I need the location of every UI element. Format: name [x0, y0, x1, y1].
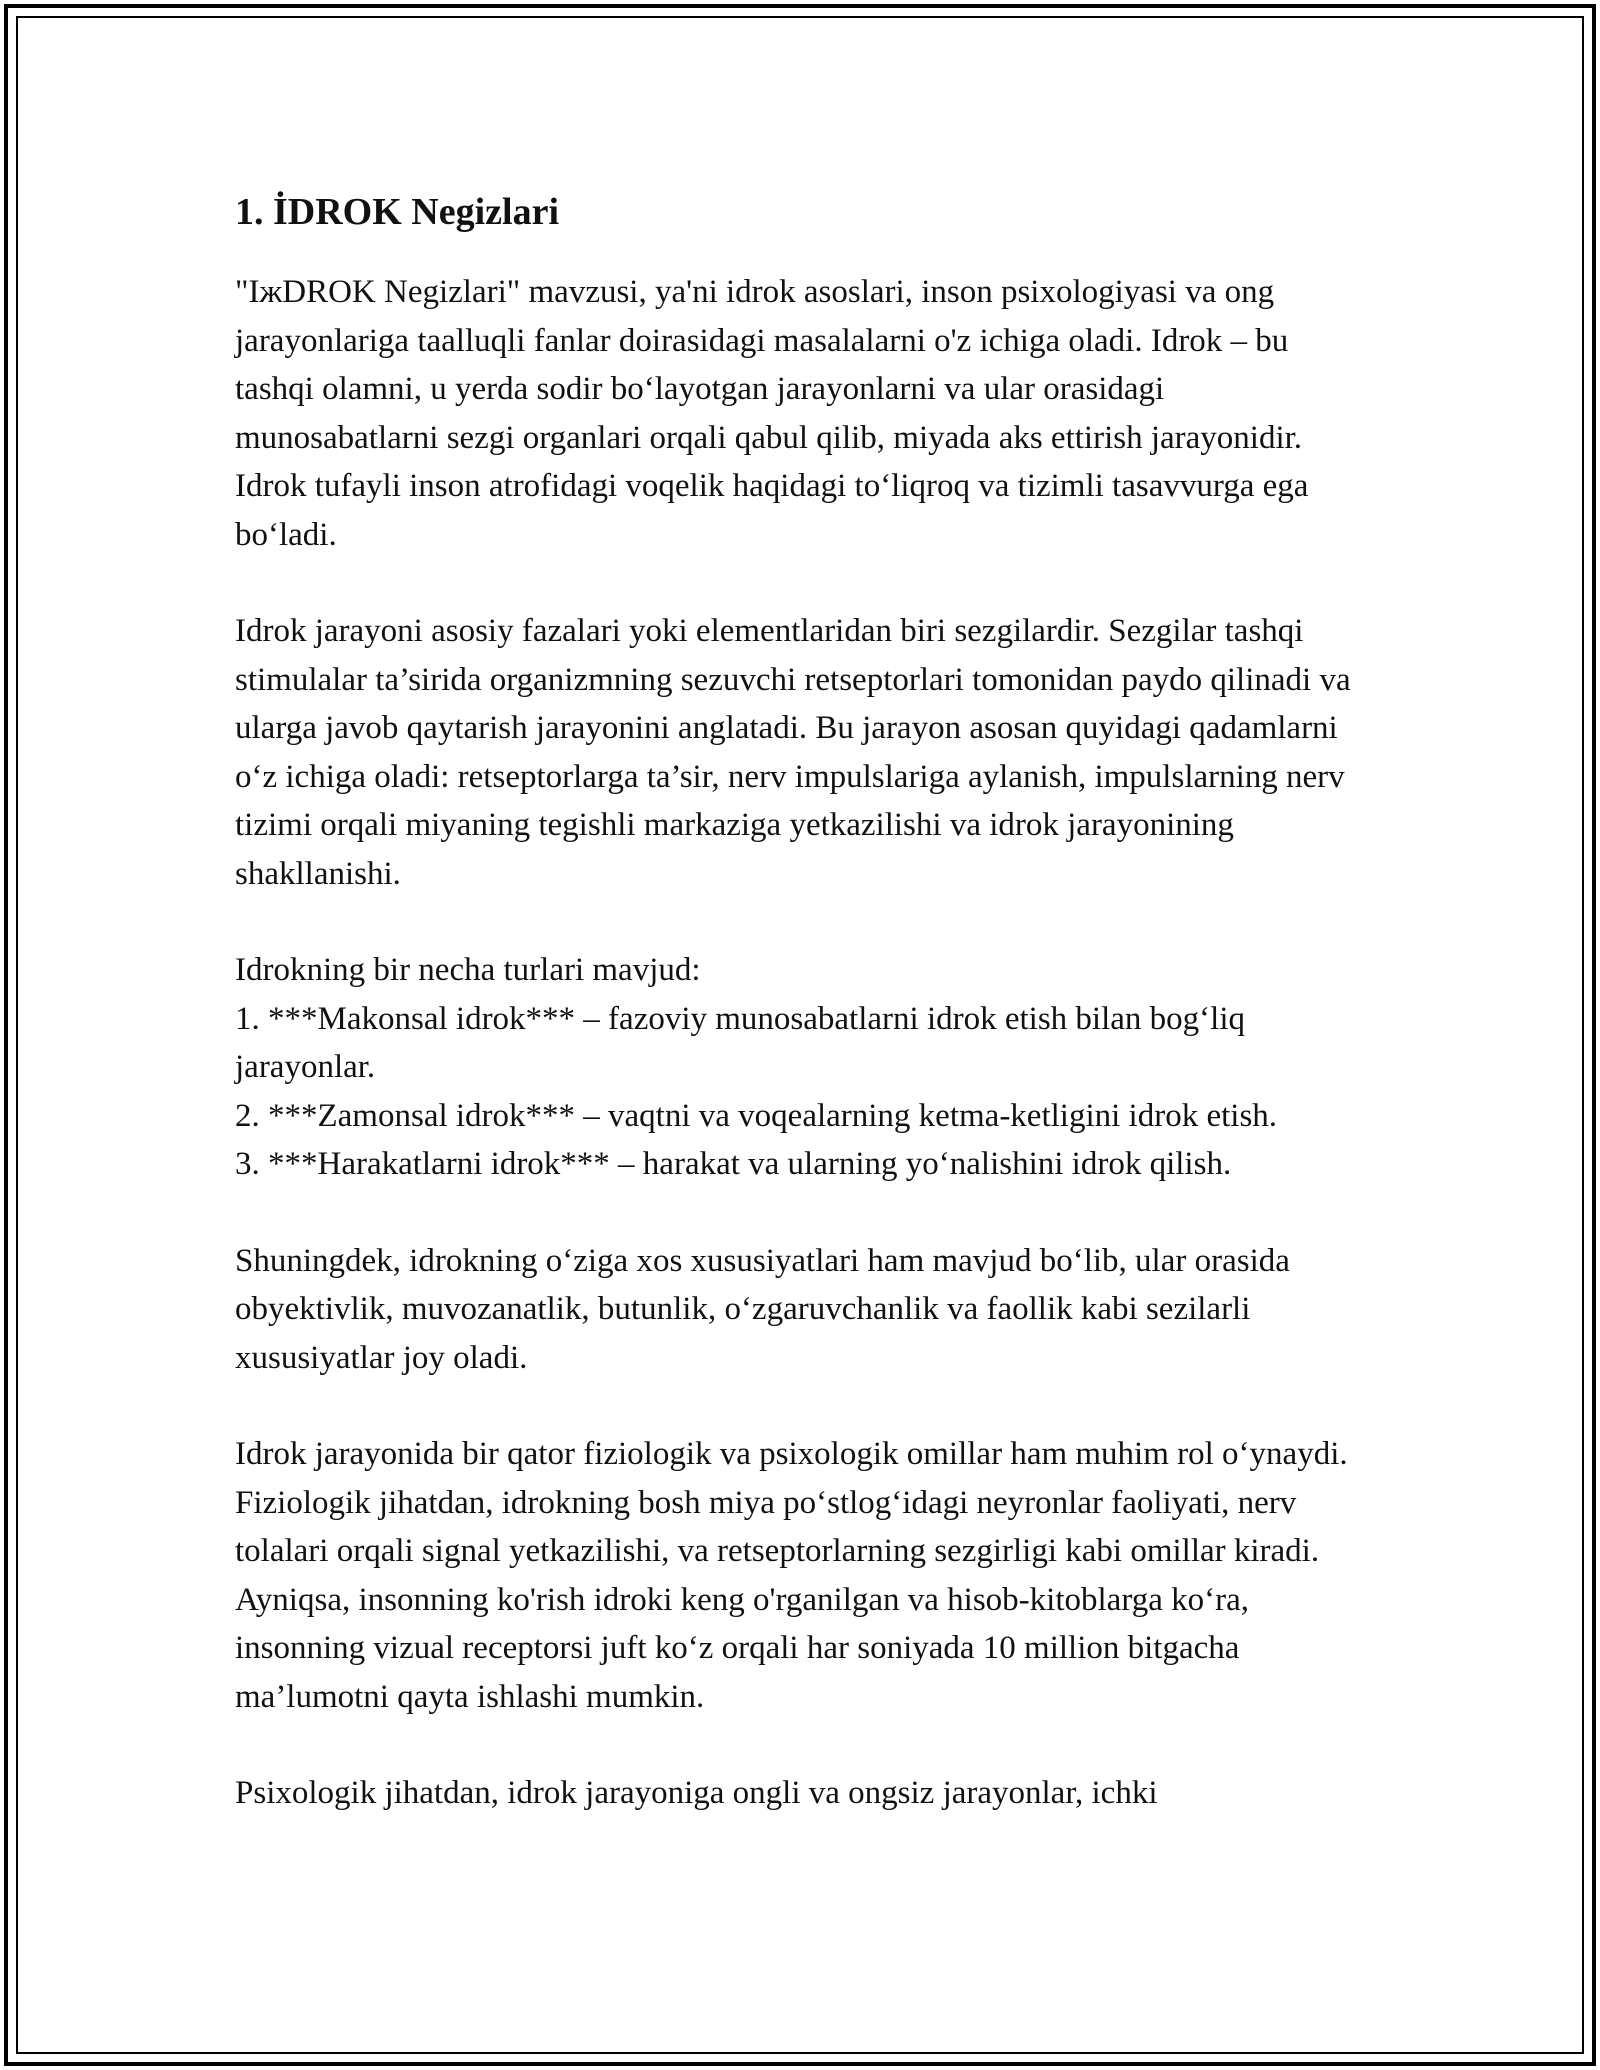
paragraph-factors: Idrok jarayonida bir qator fiziologik va psixologik omillar ham muhim rol oʻynaydi. Fiziologik jihatdan, idrokning bosh miya poʻstlogʻidagi neyronlar faoliyati, nerv tolalari orqali signal yetkazilishi, va retseptorlarning sezgirligi kabi omillar kiradi. Ayniqsa, insonning ko'rish idroki keng o'rganilgan va hisob-kitoblarga koʻra, insonning vizual receptorsi juft koʻz orqali har soniyada 10 million bitgacha ma’lumotni qayta ishlashi mumkin. — [235, 1436, 1348, 1715]
perception-types-list — [235, 946, 1375, 1189]
list-item: 3. ***Harakatlarni idrok*** – harakat va ularning yoʻnalishini idrok qilish. — [235, 1146, 1232, 1182]
paragraph-sensations: Idrok jarayoni asosiy fazalari yoki elementlaridan biri sezgilardir. Sezgilar tashqi stimulalar ta’sirida organizmning sezuvchi retseptorlari tomonidan paydo qilinadi va ularga javob qaytarish jarayonini anglatadi. Bu jarayon asosan quyidagi qadamlarni oʻz ichiga oladi: retseptorlarga ta’sir, nerv impulslariga aylanish, impulslarning nerv tizimi orqali miyaning tegishli markaziga yetkazilishi va idrok jarayonining shakllanishi. — [235, 613, 1351, 892]
paragraph-psychological: Psixologik jihatdan, idrok jarayoniga ongli va ongsiz jarayonlar, ichki — [235, 1775, 1158, 1811]
paragraph-properties: Shuningdek, idrokning oʻziga xos xususiyatlari ham mavjud boʻlib, ular orasida obyektivlik, muvozanatlik, butunlik, oʻzgaruvchanlik va faollik kabi sezilarli xususiyatlar joy oladi. — [235, 1242, 1290, 1376]
section-heading: 1. İDROK Negizlari — [235, 191, 560, 233]
list-item: 1. ***Makonsal idrok*** – fazoviy munosabatlarni idrok etish bilan bogʻliq jarayonlar. — [235, 1000, 1245, 1085]
list-item: 2. ***Zamonsal idrok*** – vaqtni va voqealarning ketma-ketligini idrok etish. — [235, 1097, 1278, 1134]
paragraph-intro: "IжDROK Negizlari" mavzusi, ya'ni idrok asoslari, inson psixologiyasi va ong jarayonlariga taalluqli fanlar doirasidagi masalalarni o'z ichiga oladi. Idrok – bu tashqi olamni, u yerda sodir boʻlayotgan jarayonlarni va ular orasidagi munosabatlarni sezgi organlari orqali qabul qilib, miyada aks ettirish jarayonidir. Idrok tufayli inson atrofidagi voqelik haqidagi toʻliqroq va tizimli tasavvurga ega boʻladi. — [235, 274, 1309, 553]
document-body — [235, 182, 1375, 1866]
list-intro: Idrokning bir necha turlari mavjud: — [235, 952, 701, 988]
